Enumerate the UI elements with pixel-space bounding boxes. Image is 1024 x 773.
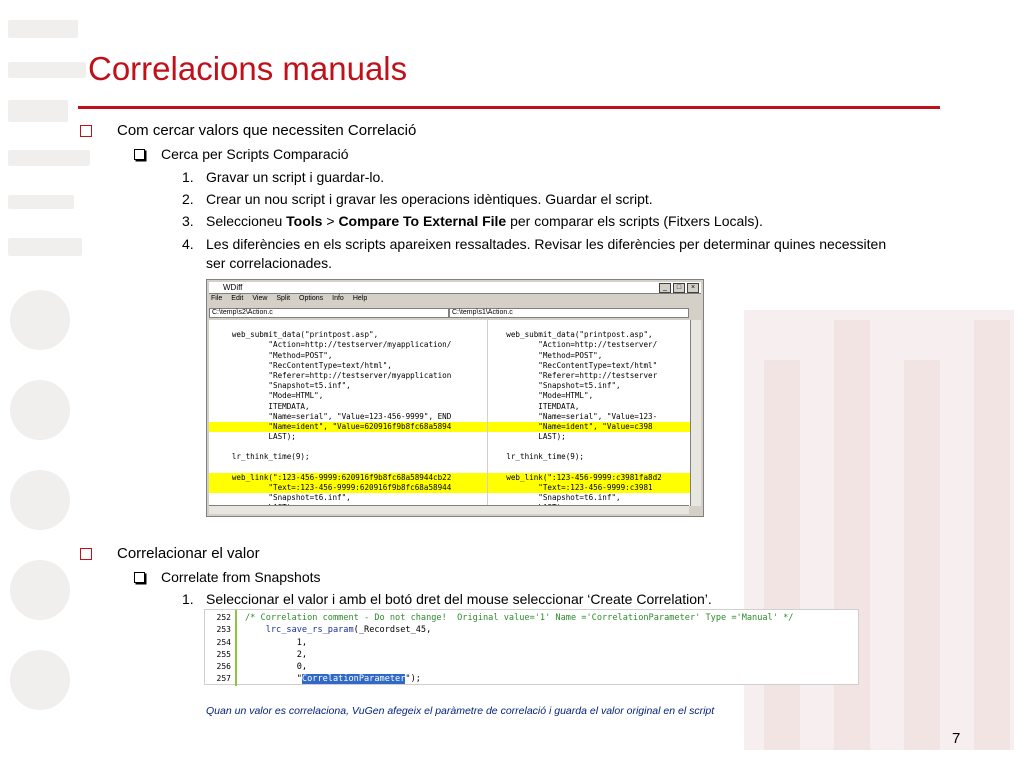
selected-correlation-parameter[interactable]: CorrelationParameter: [301, 674, 406, 685]
diff-line-highlighted: "Name=ident", "Value=620916f9b8fc68a5894: [209, 422, 487, 432]
menu-options[interactable]: Options: [299, 295, 324, 302]
diff-line-highlighted: "Text=:123-456-9999:c3981: [488, 483, 690, 493]
title-rule: [78, 106, 940, 109]
section-1-heading: Com cercar valors que necessiten Correlació: [117, 122, 417, 139]
line-number: 255: [216, 649, 231, 659]
windiff-left-pane[interactable]: [209, 320, 487, 506]
maximize-icon[interactable]: □: [673, 283, 685, 293]
diff-line: [209, 442, 487, 452]
diff-line: "Method=POST",: [209, 350, 333, 360]
code-line: [245, 624, 793, 636]
diff-line: "Snapshot=t6.inf",: [488, 493, 621, 503]
code-lines[interactable]: [245, 612, 793, 686]
diff-line: ITEMDATA,: [488, 401, 580, 411]
diff-line: ITEMDATA,: [209, 401, 310, 411]
section-1-sub: Cerca per Scripts Comparació: [161, 146, 349, 162]
step-text-sep: >: [322, 213, 339, 229]
line-number: 254: [216, 637, 231, 647]
diff-line: "Mode=HTML",: [209, 391, 324, 401]
diff-line: lr_think_time(9);: [488, 452, 585, 462]
step-text-post: per comparar els scripts (Fitxers Locals).: [506, 213, 763, 229]
windiff-menubar: [209, 295, 367, 306]
code-line: "CorrelationParameter");: [245, 674, 421, 685]
step-number: 2.: [182, 191, 194, 207]
code-comment: /* Correlation comment - Do not change! Original value='1' Name ='CorrelationParameter' Type ='Manual' */: [245, 613, 794, 623]
function-args: (_Recordset_45,: [353, 625, 432, 636]
diff-line: "Name=serial", "Value=123-: [488, 411, 658, 421]
close-icon[interactable]: ×: [687, 283, 699, 293]
diff-line: "Action=http://testserver/myapplication/: [209, 340, 452, 350]
menu-compare-external-file: Compare To External File: [338, 213, 507, 229]
code-line: [245, 649, 793, 661]
line-number: 253: [216, 625, 231, 635]
diff-line: "Name=serial", "Value=123-456-9999", END: [209, 411, 452, 421]
menu-edit[interactable]: Edit: [231, 295, 244, 302]
diff-line: "Snapshot=t6.inf",: [209, 493, 351, 503]
checkbox-bullet-icon: [134, 149, 145, 160]
window-controls: [659, 283, 699, 293]
diff-line: "Snapshot=t5.inf",: [209, 381, 351, 391]
diff-line: "RecContentType=text/html",: [209, 360, 392, 370]
diff-line: [209, 463, 487, 473]
section-2-sub: Correlate from Snapshots: [161, 569, 321, 585]
menu-info[interactable]: Info: [332, 295, 344, 302]
watermark-right: [724, 300, 1024, 768]
right-file-path: C:\temp\s1\Action.c: [449, 308, 689, 318]
menu-tools: Tools: [286, 213, 323, 229]
function-name: lrc_save_rs_param: [265, 625, 354, 636]
code-line: [245, 661, 793, 673]
code-arg: 0,: [296, 662, 308, 673]
code-arg: 1,: [296, 637, 308, 648]
square-bullet-icon: [80, 125, 92, 137]
step-text-pre: Seleccioneu: [206, 213, 287, 229]
step-text: Les diferències en els scripts apareixen ressaltades. Revisar les diferències per determinar quines necessiten ser correlacionades.: [206, 236, 887, 271]
diff-line: "Referer=http://testserver: [488, 370, 658, 380]
diff-line: "Referer=http://testserver/myapplication: [209, 370, 452, 380]
windiff-right-pane[interactable]: [488, 320, 690, 506]
sub-bullet-section-2: [134, 569, 321, 585]
section-2-heading: Correlacionar el valor: [117, 545, 260, 562]
diff-line: web_submit_data("printpost.asp",: [488, 330, 653, 340]
windiff-paths: [209, 308, 689, 318]
line-number: 256: [216, 662, 231, 672]
line-number: 252: [216, 613, 231, 622]
step-text: [206, 212, 906, 231]
left-file-path: C:\temp\s2\Action.c: [209, 308, 449, 318]
menu-view[interactable]: View: [252, 295, 268, 302]
diff-line: LAST);: [488, 432, 566, 442]
windiff-title: WDiff: [223, 283, 243, 292]
diff-line: [209, 320, 487, 330]
diff-line-highlighted: web_link(":123-456-9999:c3981fa8d2: [488, 473, 690, 483]
diff-line: lr_think_time(9);: [209, 452, 310, 462]
code-line: [245, 637, 793, 649]
windiff-titlebar: [209, 282, 701, 294]
vertical-scrollbar[interactable]: [690, 320, 701, 506]
diff-line: "RecContentType=text/html": [488, 360, 658, 370]
diff-line-highlighted: "Name=ident", "Value=c398: [488, 422, 690, 432]
code-arg: 2,: [296, 649, 308, 660]
menu-split[interactable]: Split: [276, 295, 291, 302]
diff-line: "Action=http://testserver/: [488, 340, 658, 350]
change-gutter: [235, 610, 237, 686]
minimize-icon[interactable]: _: [659, 283, 671, 293]
page-number: 7: [952, 730, 961, 747]
diff-line-highlighted: web_link(":123-456-9999:620916f9b8fc68a58944cb22: [209, 473, 487, 483]
windiff-window: [206, 279, 704, 517]
diff-line: LAST);: [209, 432, 296, 442]
diff-line: "Snapshot=t5.inf",: [488, 381, 621, 391]
line-numbers: [205, 612, 231, 686]
sub-bullet-section-1: [134, 146, 349, 162]
diff-line: "Method=POST",: [488, 350, 603, 360]
step-number: 1.: [182, 169, 194, 185]
diff-line: web_submit_data("printpost.asp",: [209, 330, 379, 340]
checkbox-bullet-icon: [134, 572, 145, 583]
menu-help[interactable]: Help: [352, 295, 368, 302]
diff-line: [488, 320, 690, 330]
page-title: Correlacions manuals: [88, 50, 408, 87]
caption: Quan un valor es correlaciona, VuGen afegeix el paràmetre de correlació i guarda el valor original en el script: [206, 705, 715, 717]
step-text: Gravar un script i guardar-lo.: [206, 169, 385, 185]
step-number: 4.: [182, 236, 194, 252]
diff-line: [488, 442, 690, 452]
horizontal-scrollbar[interactable]: [209, 505, 689, 514]
step-number: 1.: [182, 591, 194, 607]
menu-file[interactable]: File: [211, 295, 223, 302]
diff-line: "Mode=HTML",: [488, 391, 594, 401]
bullet-section-2: [80, 545, 260, 562]
watermark-left: [0, 0, 95, 768]
step-text: Seleccionar el valor i amb el botó dret del mouse seleccionar ‘Create Correlation’.: [206, 591, 712, 607]
step-number: 3.: [182, 213, 194, 229]
step-text: Crear un nou script i gravar les operacions idèntiques. Guardar el script.: [206, 191, 653, 207]
code-tail: ");: [405, 674, 421, 685]
vugen-code-snippet: [204, 609, 859, 685]
diff-line: [488, 463, 690, 473]
diff-line-highlighted: "Text=:123-456-9999:620916f9b8fc68a58944: [209, 483, 487, 493]
line-number: 257: [216, 674, 231, 684]
square-bullet-icon: [80, 548, 92, 560]
bullet-section-1: [80, 122, 416, 139]
